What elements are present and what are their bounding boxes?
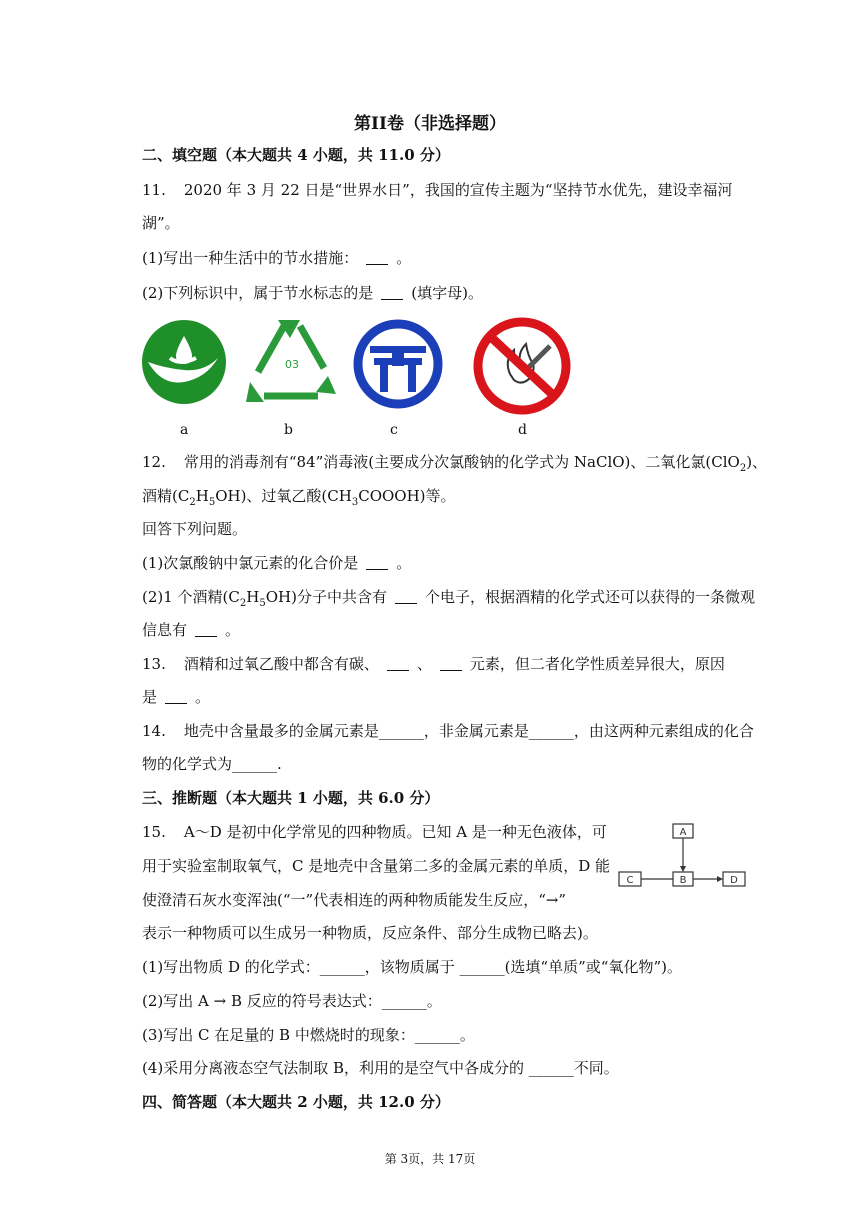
q15-part1: (1)写出物质 D 的化学式：______，该物质属于 ______(选填“单质”或“氧化物”)。: [142, 958, 682, 976]
answer-blank[interactable]: [381, 285, 403, 300]
q11-number: 11.: [142, 181, 166, 199]
q14-text1: 地壳中含量最多的金属元素是______，非金属元素是______，由这两种元素组成的化合: [183, 722, 754, 740]
node-d: D: [730, 875, 738, 886]
answer-blank[interactable]: [440, 656, 462, 671]
answer-blank[interactable]: [366, 250, 388, 265]
page-footer: 第 3页，共 17页: [384, 1152, 476, 1166]
q12-text2d: COOOH)等。: [358, 487, 456, 505]
option-label-d: d: [518, 422, 527, 438]
q11-part1: [142, 248, 411, 268]
q15-line4: 表示一种物质可以生成另一种物质，反应条件、部分生成物已略去)。: [142, 924, 598, 942]
q15-line3: 使澄清石灰水变浑浊(“一”代表相连的两种物质能发生反应，“→”: [142, 891, 567, 909]
q11-text1: 2020 年 3 月 22 日是“世界水日”，我国的宣传主题为“坚持节水优先，建设幸福河: [183, 181, 733, 199]
q12-line2: [142, 486, 456, 513]
q13-text2: 是: [142, 688, 158, 706]
answer-blank[interactable]: [195, 622, 217, 637]
q12-text2c: OH)、过氧乙酸(CH: [215, 487, 352, 505]
q12-part2-b: H: [246, 588, 260, 606]
q11-part1-end: 。: [396, 249, 412, 267]
q12-part2-c: OH)分子中共含有: [265, 588, 387, 606]
q15-part4: (4)采用分离液态空气法制取 B，利用的是空气中各成分的 ______不同。: [142, 1059, 619, 1077]
q13-text2-end: 。: [195, 688, 211, 706]
q14-line2: 物的化学式为______.: [142, 755, 282, 773]
section-inference-heading: 三、推断题（本大题共 1 小题，共 6.0 分）: [142, 789, 440, 807]
option-label-b: b: [284, 422, 293, 438]
q15-part2: (2)写出 A → B 反应的符号表达式：______。: [142, 992, 442, 1010]
sign-options: [140, 316, 580, 441]
q12-text2b: H: [195, 487, 209, 505]
q11-part2-text: (2)下列标识中，属于节水标志的是: [142, 284, 374, 302]
answer-blank[interactable]: [165, 689, 187, 704]
no-fire-icon: [470, 316, 574, 420]
q11-line2: 湖”。: [142, 214, 180, 232]
q11-line1: [142, 180, 733, 200]
q13-text1b: 元素，但二者化学性质差异很大，原因: [469, 655, 725, 673]
subscript: 3: [351, 497, 359, 508]
subscript: 2: [739, 463, 747, 474]
node-b: B: [679, 875, 687, 886]
q13-number: 13.: [142, 655, 166, 673]
q12-part2-d: 个电子，根据酒精的化学式还可以获得的一条微观: [424, 588, 755, 606]
q15-number: 15.: [142, 823, 166, 841]
q15-line1: [142, 822, 607, 842]
recycle-code: 03: [285, 358, 299, 371]
q11-part1-text: (1)写出一种生活中的节水措施：: [142, 249, 359, 267]
q12-number: 12.: [142, 453, 166, 471]
q12-part1: [142, 553, 411, 573]
answer-blank[interactable]: [387, 656, 409, 671]
q13-sep: 、: [416, 655, 432, 673]
relation-diagram: [615, 820, 755, 895]
q12-part2-line2-text: 信息有: [142, 621, 188, 639]
q12-part1-end: 。: [396, 554, 412, 572]
q12-part2-line2-end: 。: [225, 621, 241, 639]
answer-blank[interactable]: [395, 589, 417, 604]
q12-part2: [142, 587, 755, 614]
section-fill-in-heading: 二、填空题（本大题共 4 小题，共 11.0 分）: [142, 146, 450, 164]
section-short-answer-heading: 四、简答题（本大题共 2 小题，共 12.0 分）: [142, 1093, 450, 1111]
q13-line1: [142, 654, 725, 674]
subscript: 2: [239, 598, 247, 609]
option-label-a: a: [180, 422, 189, 438]
answer-blank[interactable]: [366, 555, 388, 570]
recycle-icon: [244, 316, 340, 412]
node-a: A: [679, 827, 687, 838]
q12-text1: 常用的消毒剂有“84”消毒液(主要成分次氯酸钠的化学式为 NaClO)、二氧化氯(ClO: [183, 453, 740, 471]
subscript: 5: [259, 598, 266, 609]
q12-part1-text: (1)次氯酸钠中氯元素的化合价是: [142, 554, 359, 572]
q12-line1: [142, 452, 767, 479]
q12-part2-line2: [142, 620, 240, 640]
water-drop-logo-icon: [140, 316, 228, 412]
q12-text2a: 酒精(C: [142, 487, 190, 505]
q14-number: 14.: [142, 722, 166, 740]
q14-line1: [142, 721, 754, 741]
q12-text1-end: )、: [746, 453, 768, 471]
option-label-c: c: [390, 422, 398, 438]
q13-text1: 酒精和过氧乙酸中都含有碳、: [183, 655, 379, 673]
q15-part3: (3)写出 C 在足量的 B 中燃烧时的现象：______。: [142, 1026, 475, 1044]
subscript: 2: [189, 497, 196, 508]
node-c: C: [626, 875, 634, 886]
q11-part2-end: (填字母)。: [411, 284, 483, 302]
q15-line2: 用于实验室制取氧气，C 是地壳中含量第二多的金属元素的单质，D 能: [142, 857, 611, 875]
q13-line2: [142, 687, 210, 707]
china-water-saving-logo-icon: [352, 316, 444, 416]
subscript: 5: [208, 497, 216, 508]
q12-line3: 回答下列问题。: [142, 520, 248, 538]
q11-part2: [142, 283, 483, 303]
q15-text1: A～D 是初中化学常见的四种物质。已知 A 是一种无色液体，可: [183, 823, 607, 841]
q12-part2-a: (2)1 个酒精(C: [142, 588, 240, 606]
part-title: 第II卷（非选择题）: [354, 114, 506, 134]
